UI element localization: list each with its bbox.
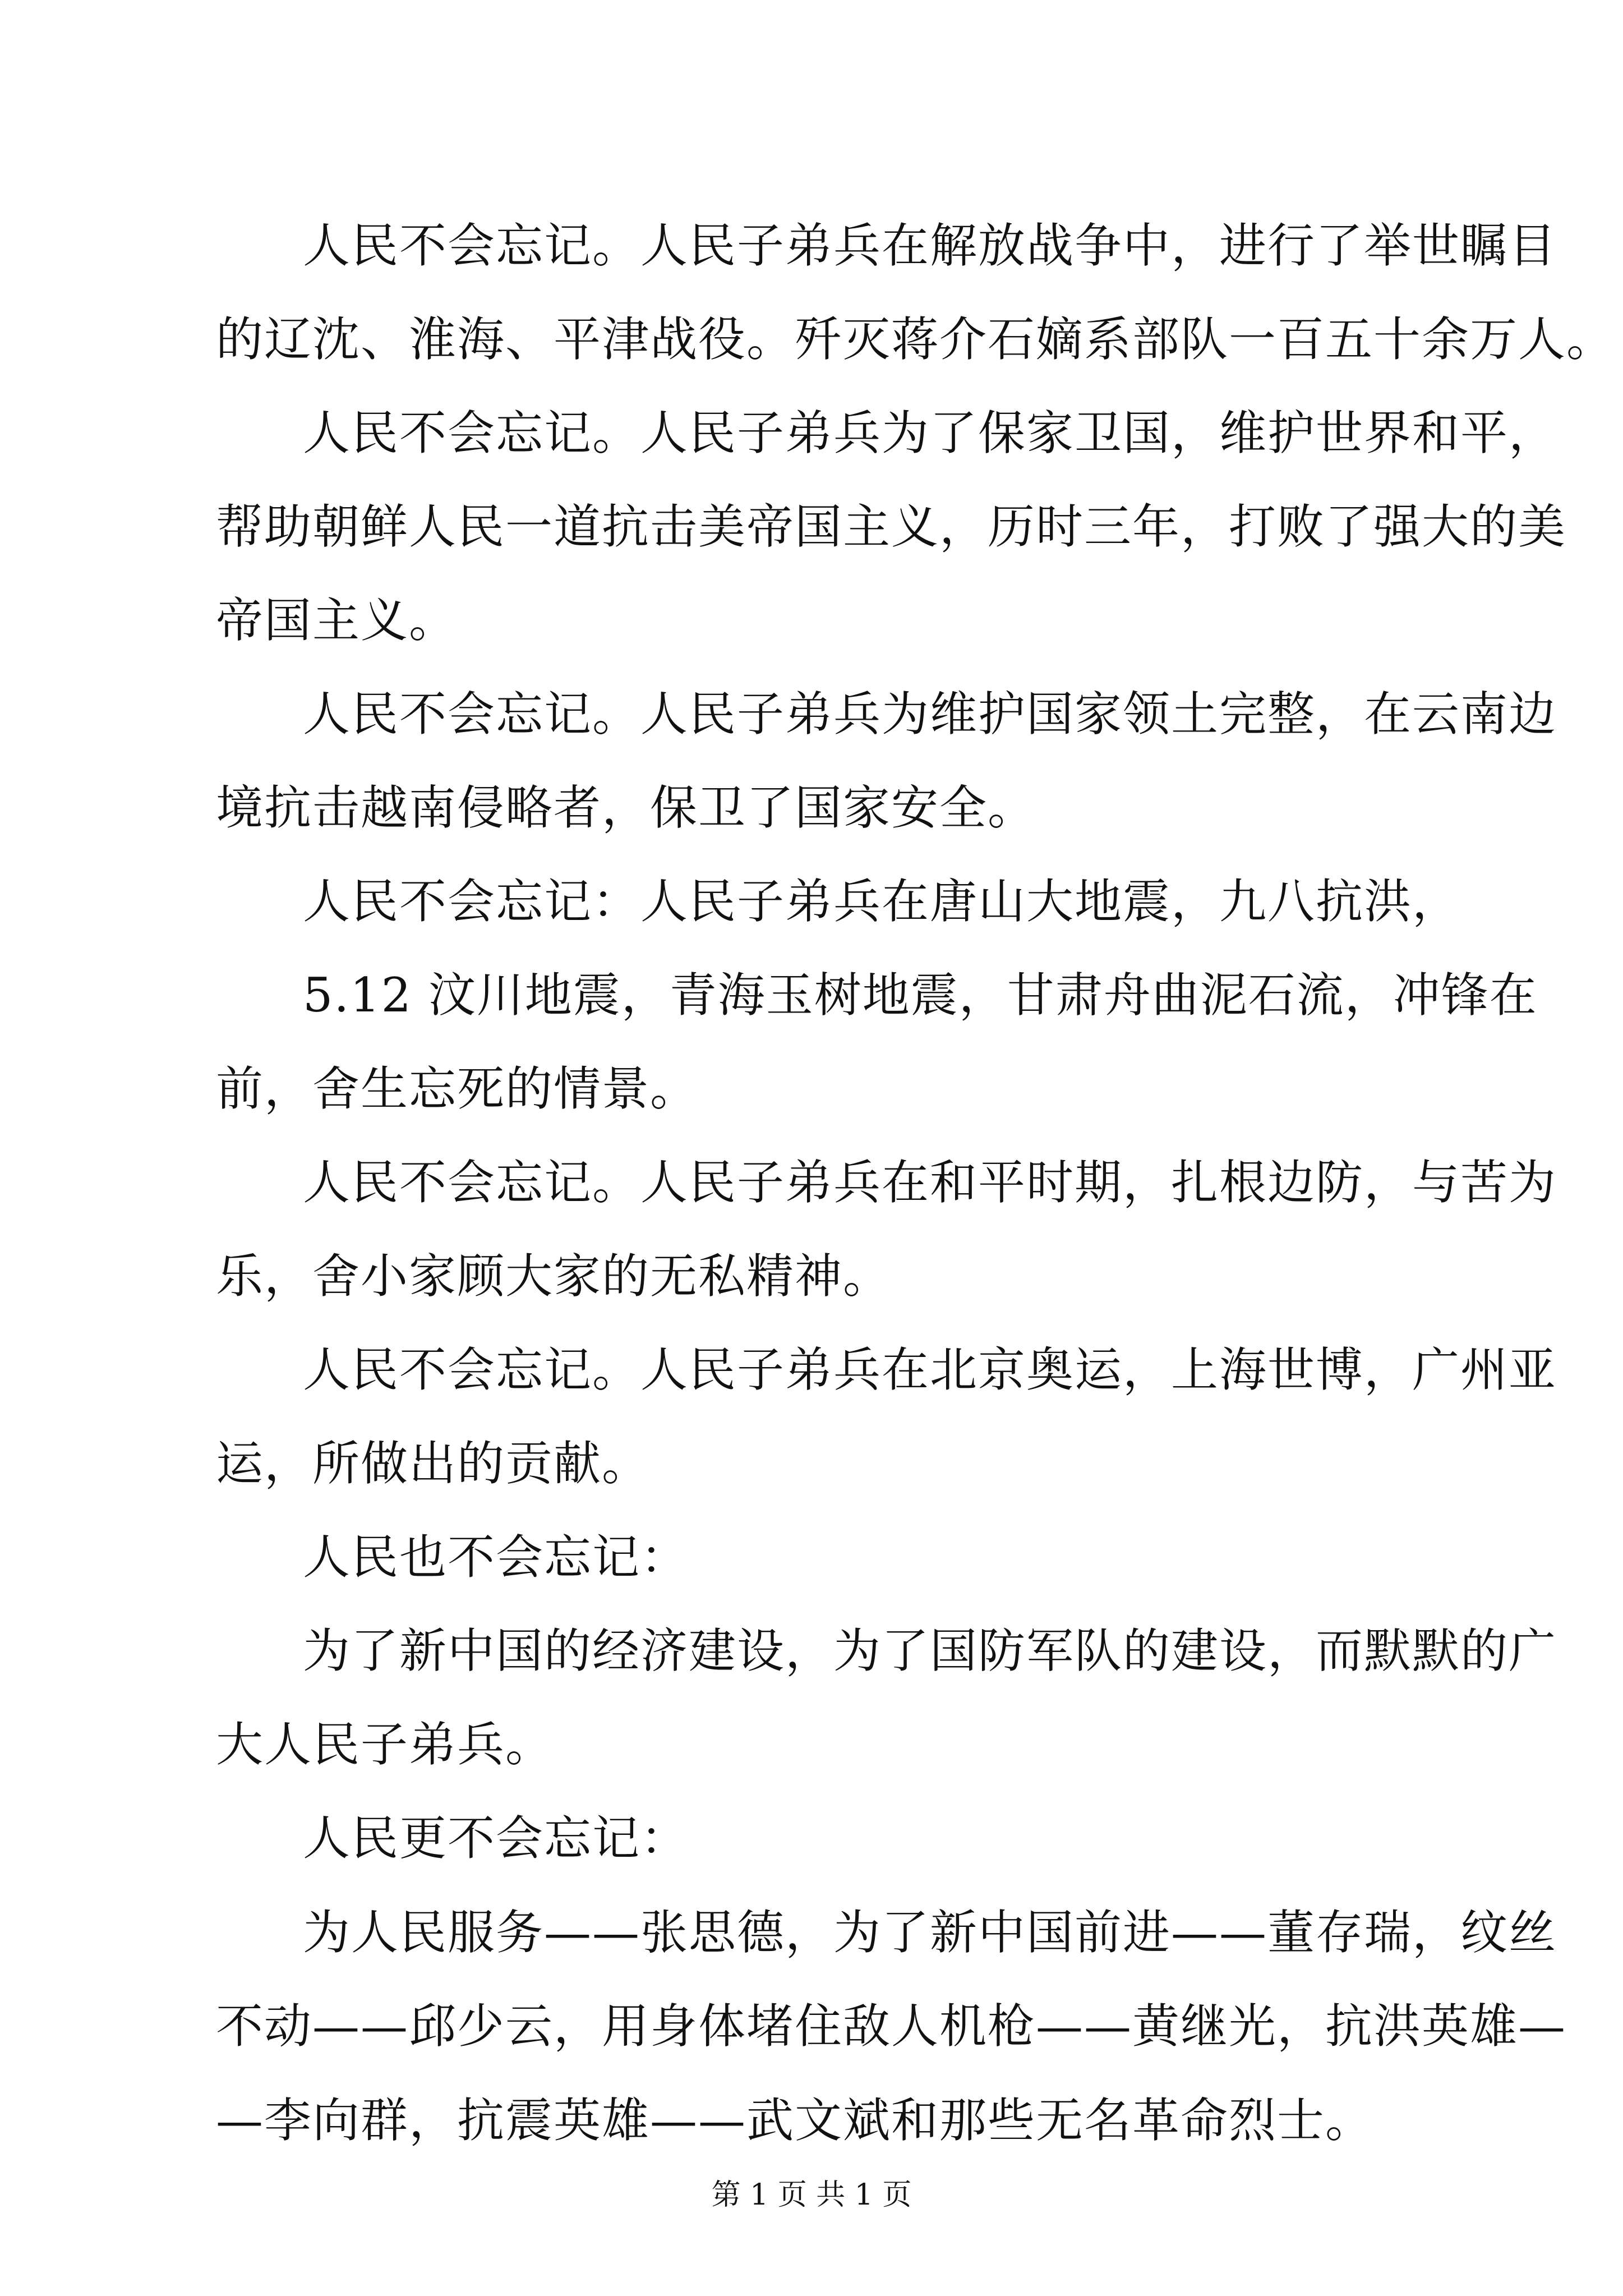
text-line: 帝国主义。 [216,593,458,648]
text-line: 大人民子弟兵。 [216,1717,554,1772]
text-line: 不动——邱少云，用身体堵住敌人机枪——黄继光，抗洪英雄— [216,1999,1567,2054]
text-line: 人民不会忘记。人民子弟兵在和平时期，扎根边防，与苦为 [303,1155,1557,1210]
text-line: 为人民服务——张思德，为了新中国前进——董存瑞，纹丝 [303,1905,1557,1960]
text-line: 人民不会忘记：人民子弟兵在唐山大地震，九八抗洪， [303,874,1461,929]
text-line: 人民不会忘记。人民子弟兵在北京奥运，上海世博，广州亚 [303,1342,1557,1397]
text-line: 前，舍生忘死的情景。 [216,1061,699,1116]
page-footer: 第 1 页 共 1 页 [711,2178,912,2212]
text-line: 5.12 汶川地震，青海玉树地震，甘肃舟曲泥石流，冲锋在 [303,968,1538,1023]
text-line: 为了新中国的经济建设，为了国防军队的建设，而默默的广 [303,1623,1557,1678]
text-line: 人民不会忘记。人民子弟兵在解放战争中，进行了举世瞩目 [303,218,1557,273]
text-line: 人民更不会忘记： [303,1811,689,1866]
text-line: 人民也不会忘记： [303,1530,689,1585]
text-line: 境抗击越南侵略者，保卫了国家安全。 [216,780,1036,835]
text-line: 运，所做出的贡献。 [216,1436,651,1491]
text-line: 人民不会忘记。人民子弟兵为维护国家领土完整，在云南边 [303,687,1557,742]
text-line: 人民不会忘记。人民子弟兵为了保家卫国，维护世界和平， [303,406,1557,461]
text-line: 帮助朝鲜人民一道抗击美帝国主义，历时三年，打败了强大的美 [216,499,1567,554]
text-line: 的辽沈、淮海、平津战役。歼灭蒋介石嫡系部队一百五十余万人。 [216,312,1615,367]
text-line: 乐，舍小家顾大家的无私精神。 [216,1249,892,1304]
text-line: —李向群，抗震英雄——武文斌和那些无名革命烈士。 [216,2093,1374,2148]
